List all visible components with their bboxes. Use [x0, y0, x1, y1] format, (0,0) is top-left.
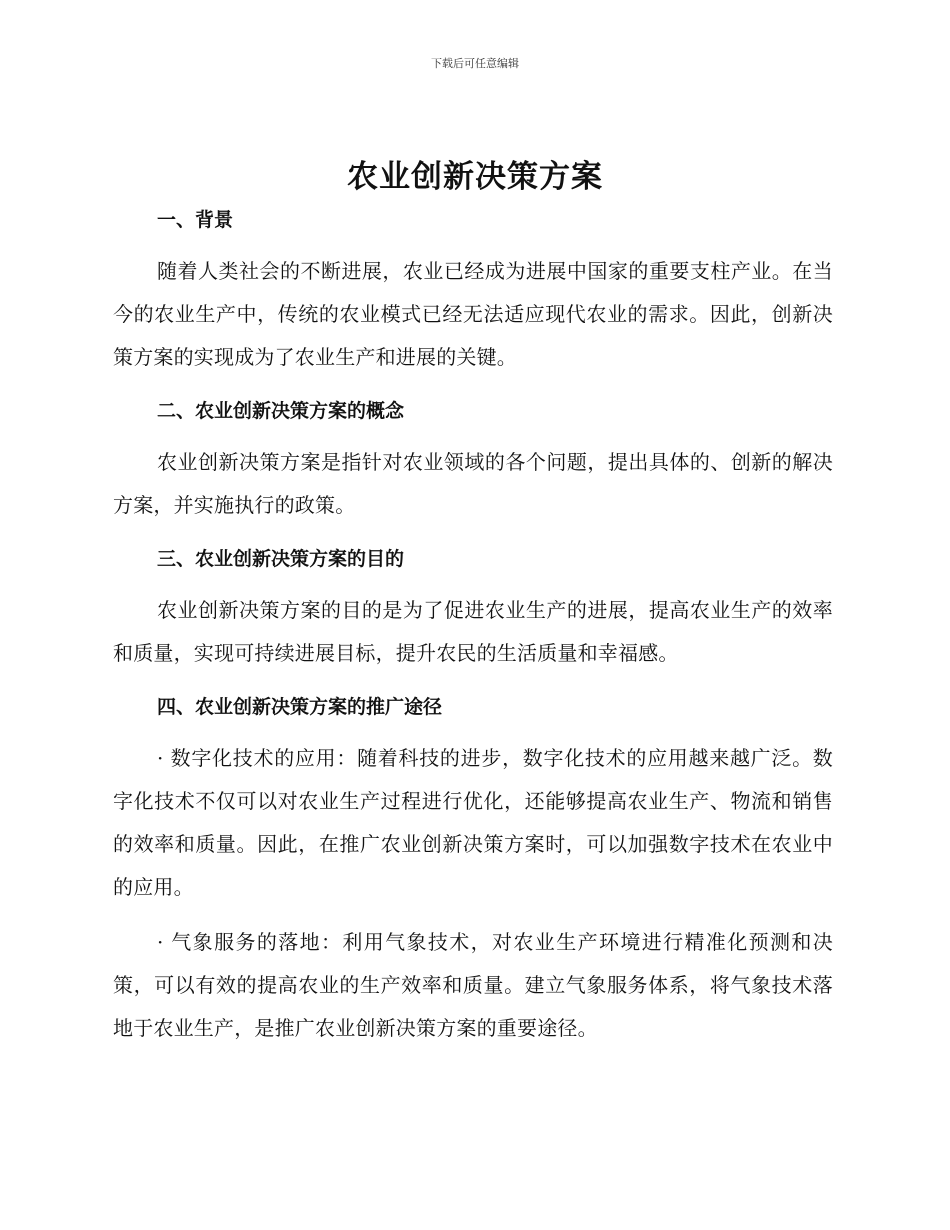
paragraph-digital-tech: · 数字化技术的应用：随着科技的进步，数字化技术的应用越来越广泛。数字化技术不仅可以对农业生产过程进行优化，还能够提高农业生产、物流和销售的效率和质量。因此，在推广农业创新决策方案时，可以加强数字技术在农业中的应用。 — [113, 746, 833, 899]
paragraph-weather-service: · 气象服务的落地：利用气象技术，对农业生产环境进行精准化预测和决策，可以有效的提高农业的生产效率和质量。建立气象服务体系，将气象技术落地于农业生产，是推广农业创新决策方案的重要途径。 — [113, 930, 833, 1040]
paragraph-purpose: 农业创新决策方案的目的是为了促进农业生产的进展，提高农业生产的效率和质量，实现可持续进展目标，提升农民的生活质量和幸福感。 — [113, 598, 833, 665]
section-heading-background: 一、背景 — [157, 209, 234, 231]
paragraph-background: 随着人类社会的不断进展，农业已经成为进展中国家的重要支柱产业。在当今的农业生产中，传统的农业模式已经无法适应现代农业的需求。因此，创新决策方案的实现成为了农业生产和进展的关键。 — [113, 259, 833, 369]
section-heading-concept: 二、农业创新决策方案的概念 — [157, 400, 405, 422]
paragraph-concept: 农业创新决策方案是指针对农业领域的各个问题，提出具体的、创新的解决方案，并实施执行的政策。 — [113, 450, 833, 517]
header-note: 下载后可任意编辑 — [431, 57, 519, 70]
document-body — [113, 200, 833, 1050]
document-title: 农业创新决策方案 — [347, 159, 603, 195]
section-heading-promotion: 四、农业创新决策方案的推广途径 — [157, 696, 443, 718]
section-heading-purpose: 三、农业创新决策方案的目的 — [157, 548, 405, 570]
